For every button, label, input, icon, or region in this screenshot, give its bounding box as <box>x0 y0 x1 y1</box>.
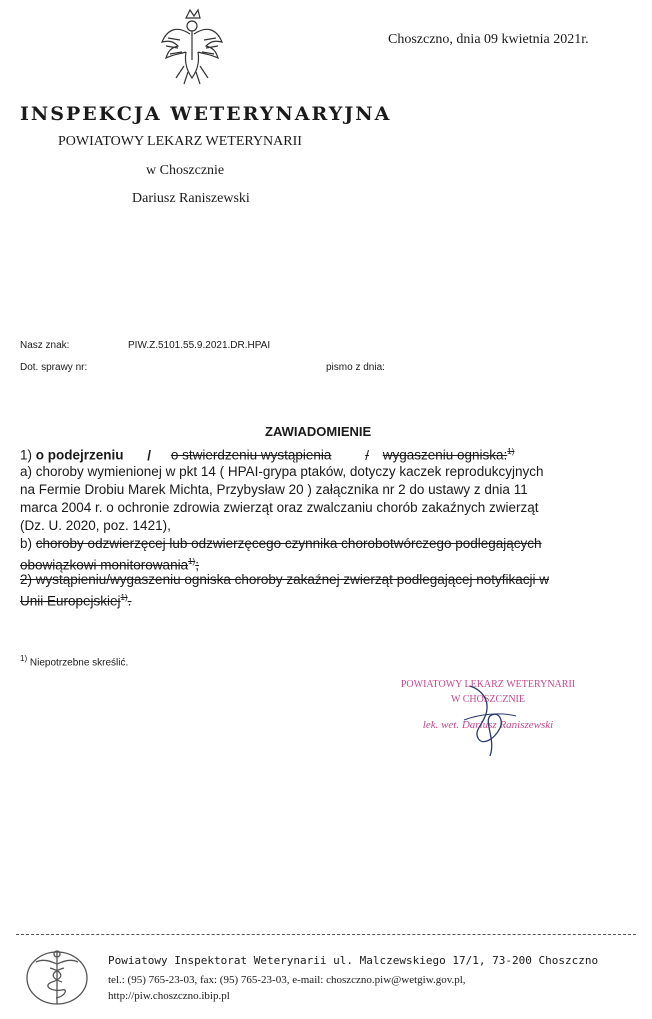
footnote-ref-b: 1) <box>188 557 196 566</box>
point-a-line-1: a) choroby wymienionej w pkt 14 ( HPAI-grypa ptaków, dotyczy kaczek reprodukcyjnych <box>20 464 544 479</box>
notice-title: ZAWIADOMIENIE <box>265 424 372 439</box>
point-a-line-3: marca 2004 r. o ochronie zdrowia zwierząt oraz zwalczaniu chorób zakaźnych zwierząt <box>20 500 539 515</box>
footnote-text: Niepotrzebne skreślić. <box>29 657 129 669</box>
point-b-prefix: b) <box>20 536 33 551</box>
stamp-line-1: POWIATOWY LEKARZ WETERYNARII <box>400 679 576 690</box>
point-1-confirm: o stwierdzeniu wystąpienia <box>170 447 332 463</box>
point-2-suffix: . <box>127 593 132 609</box>
point-1-header <box>20 443 638 465</box>
point-1-suspicion: o podejrzeniu <box>35 447 124 463</box>
case-number-label: Dot. sprawy nr: <box>20 362 88 373</box>
organization-title: INSPEKCJA WETERYNARYJNA <box>20 103 392 125</box>
point-1-number: 1) <box>20 447 33 463</box>
point-b-line-1 <box>20 535 638 553</box>
slash-1: / <box>147 447 152 463</box>
polish-eagle-icon <box>160 8 224 86</box>
footnote <box>20 654 128 668</box>
stamp-line-2: W CHOSZCZNIE <box>451 694 525 705</box>
footer-divider <box>16 934 636 935</box>
point-b-suffix: ; <box>195 557 199 573</box>
point-b-text-1: choroby odzwierzęcej lub odzwierzęcego czynnika chorobotwórczego podlegających <box>35 536 542 551</box>
place-date: Choszczno, dnia 09 kwietnia 2021r. <box>388 32 589 47</box>
handwritten-signature-icon <box>460 680 520 760</box>
footnote-mark: 1) <box>20 654 28 663</box>
point-2-line-1: 2) wystąpieniu/wygaszeniu ogniska choroby zakaźnej zwierząt podlegającej notyfikacji w <box>20 572 550 587</box>
footnote-ref: 1) <box>507 447 515 456</box>
point-2-text-2: Unii Europejskiej <box>20 593 121 609</box>
stamp-line-3: lek. wet. Dariusz Raniszewski <box>422 719 554 731</box>
our-ref-value: PIW.Z.5101.55.9.2021.DR.HPAI <box>128 340 271 351</box>
point-1-extinct: wygaszeniu ogniska: <box>382 447 508 463</box>
letter-date-label: pismo z dnia: <box>326 362 385 373</box>
point-a-line-2: na Fermie Drobiu Marek Michta, Przybysław 20 ) załącznika nr 2 do ustawy z dnia 11 <box>20 482 528 497</box>
point-b-text-2: obowiązkowi monitorowania <box>20 557 189 573</box>
footer-website[interactable]: http://piw.choszczno.ibip.pl <box>108 990 230 1002</box>
footnote-ref-2: 1) <box>120 593 128 602</box>
caduceus-logo-icon <box>22 944 92 1006</box>
our-ref-label: Nasz znak: <box>20 340 70 351</box>
point-a-line-4: (Dz. U. 2020, poz. 1421), <box>20 518 171 533</box>
footer-address: Powiatowy Inspektorat Weterynarii ul. Malczewskiego 17/1, 73-200 Choszczno <box>108 954 599 967</box>
office-name: POWIATOWY LEKARZ WETERYNARII <box>58 134 302 149</box>
point-2-line-2 <box>20 589 638 611</box>
office-city: w Choszcznie <box>146 163 225 178</box>
slash-2: / <box>365 447 369 463</box>
officer-name: Dariusz Raniszewski <box>132 191 250 206</box>
footer-contact: tel.: (95) 765-23-03, fax: (95) 765-23-03, e-mail: choszczno.piw@wetgiw.gov.pl, <box>108 974 466 986</box>
